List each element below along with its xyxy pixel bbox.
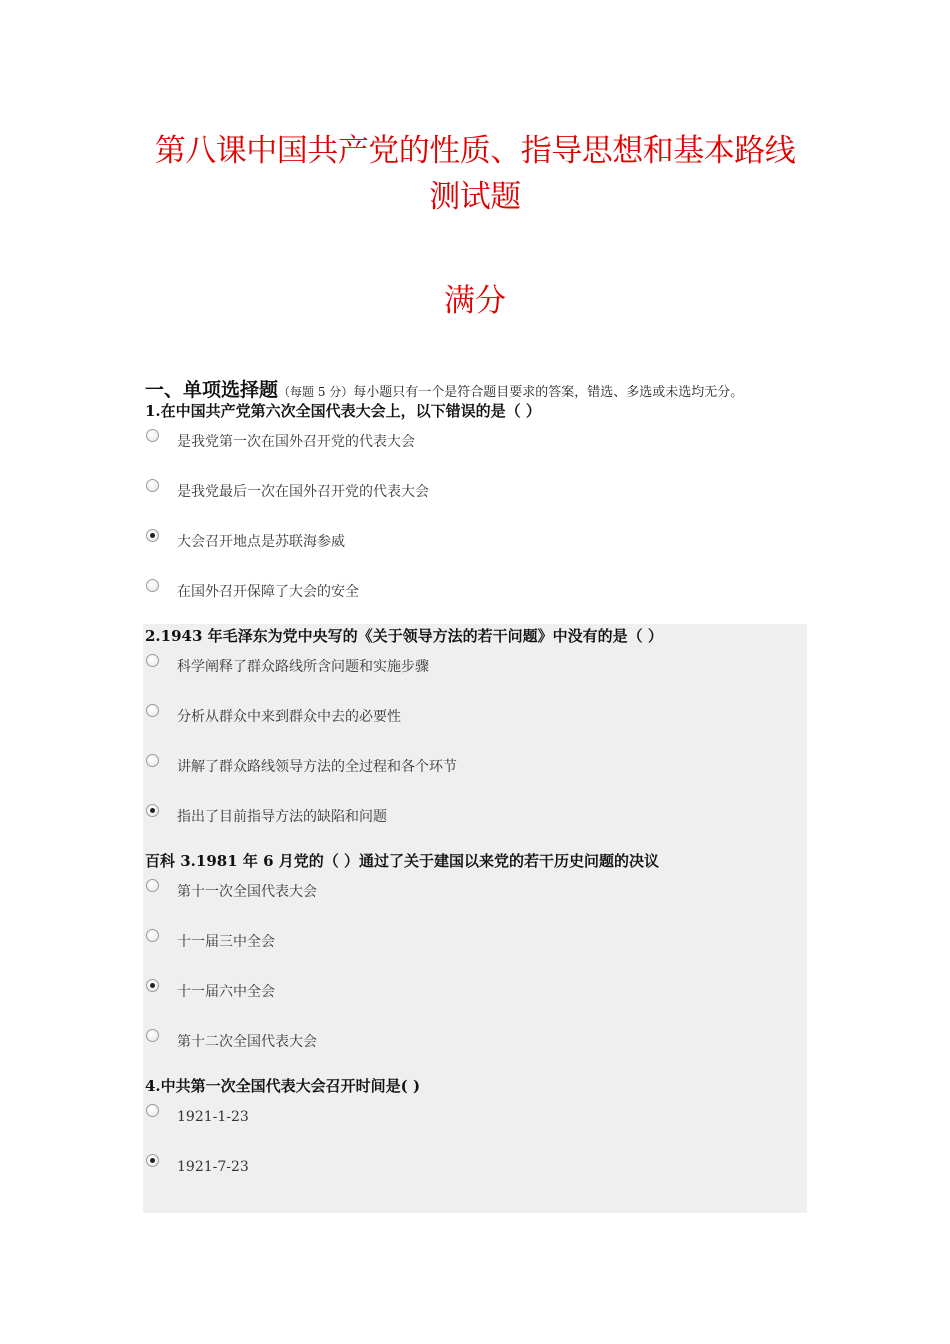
answer-option[interactable]	[143, 424, 807, 474]
radio-button[interactable]	[146, 804, 159, 817]
radio-button[interactable]	[146, 1104, 159, 1117]
answer-option-label: 科学阐释了群众路线所含问题和实施步骤	[177, 659, 429, 675]
answer-option[interactable]	[143, 1024, 807, 1074]
question-text: 1.在中国共产党第六次全国代表大会上，以下错误的是（ ）	[145, 402, 541, 420]
section-title: 一、单项选择题	[145, 379, 279, 401]
answer-option[interactable]	[143, 1149, 807, 1199]
section-note: （每题 5 分）	[278, 385, 354, 399]
answer-option[interactable]	[143, 974, 807, 1024]
answer-option[interactable]	[143, 649, 807, 699]
answer-option-label: 十一届三中全会	[177, 934, 275, 950]
answer-option[interactable]	[143, 1099, 807, 1149]
radio-button[interactable]	[146, 979, 159, 992]
quiz-list	[143, 399, 807, 1213]
answer-option[interactable]	[143, 799, 807, 849]
radio-button[interactable]	[146, 754, 159, 767]
radio-button[interactable]	[146, 429, 159, 442]
answer-option-label: 指出了目前指导方法的缺陷和问题	[177, 809, 387, 825]
answer-option[interactable]	[143, 574, 807, 624]
answer-option-label: 1921-7-23	[177, 1159, 249, 1175]
answer-option-label: 十一届六中全会	[177, 984, 275, 1000]
answer-option-label: 讲解了群众路线领导方法的全过程和各个环节	[177, 759, 457, 775]
answer-option-label: 在国外召开保障了大会的安全	[177, 584, 359, 600]
radio-button[interactable]	[146, 1154, 159, 1167]
radio-button[interactable]	[146, 879, 159, 892]
question-1	[143, 399, 807, 624]
answer-option-label: 分析从群众中来到群众中去的必要性	[177, 709, 401, 725]
answer-option[interactable]	[143, 474, 807, 524]
question-text: 4.中共第一次全国代表大会召开时间是( )	[145, 1077, 421, 1095]
section-header	[145, 375, 835, 402]
question-3	[143, 849, 807, 1074]
answer-option-label: 是我党最后一次在国外召开党的代表大会	[177, 484, 429, 500]
radio-button[interactable]	[146, 704, 159, 717]
answer-option[interactable]	[143, 699, 807, 749]
question-text: 2.1943 年毛泽东为党中央写的《关于领导方法的若干问题》中没有的是（ ）	[145, 627, 663, 645]
radio-button[interactable]	[146, 654, 159, 667]
answer-option[interactable]	[143, 524, 807, 574]
radio-button[interactable]	[146, 529, 159, 542]
answer-option-label: 1921-1-23	[177, 1109, 249, 1125]
question-2	[143, 624, 807, 849]
answer-option-label: 第十二次全国代表大会	[177, 1034, 317, 1050]
answer-option-label: 大会召开地点是苏联海参威	[177, 534, 345, 550]
answer-option-label: 第十一次全国代表大会	[177, 884, 317, 900]
radio-button[interactable]	[146, 479, 159, 492]
answer-option-label: 是我党第一次在国外召开党的代表大会	[177, 434, 415, 450]
section-description: 每小题只有一个是符合题目要求的答案，错选、多选或未选均无分。	[353, 385, 744, 400]
question-4	[143, 1074, 807, 1213]
page-title-line-2: 测试题	[429, 179, 521, 215]
answer-option[interactable]	[143, 749, 807, 799]
radio-button[interactable]	[146, 929, 159, 942]
page-title-line-1: 第八课中国共产党的性质、指导思想和基本路线	[154, 133, 796, 169]
question-text: 百科 3.1981 年 6 月党的（ ）通过了关于建国以来党的若干历史问题的决议	[145, 852, 659, 870]
score-heading: 满分	[444, 283, 506, 319]
page-title	[0, 128, 950, 220]
radio-button[interactable]	[146, 1029, 159, 1042]
answer-option[interactable]	[143, 924, 807, 974]
answer-option[interactable]	[143, 874, 807, 924]
radio-button[interactable]	[146, 579, 159, 592]
